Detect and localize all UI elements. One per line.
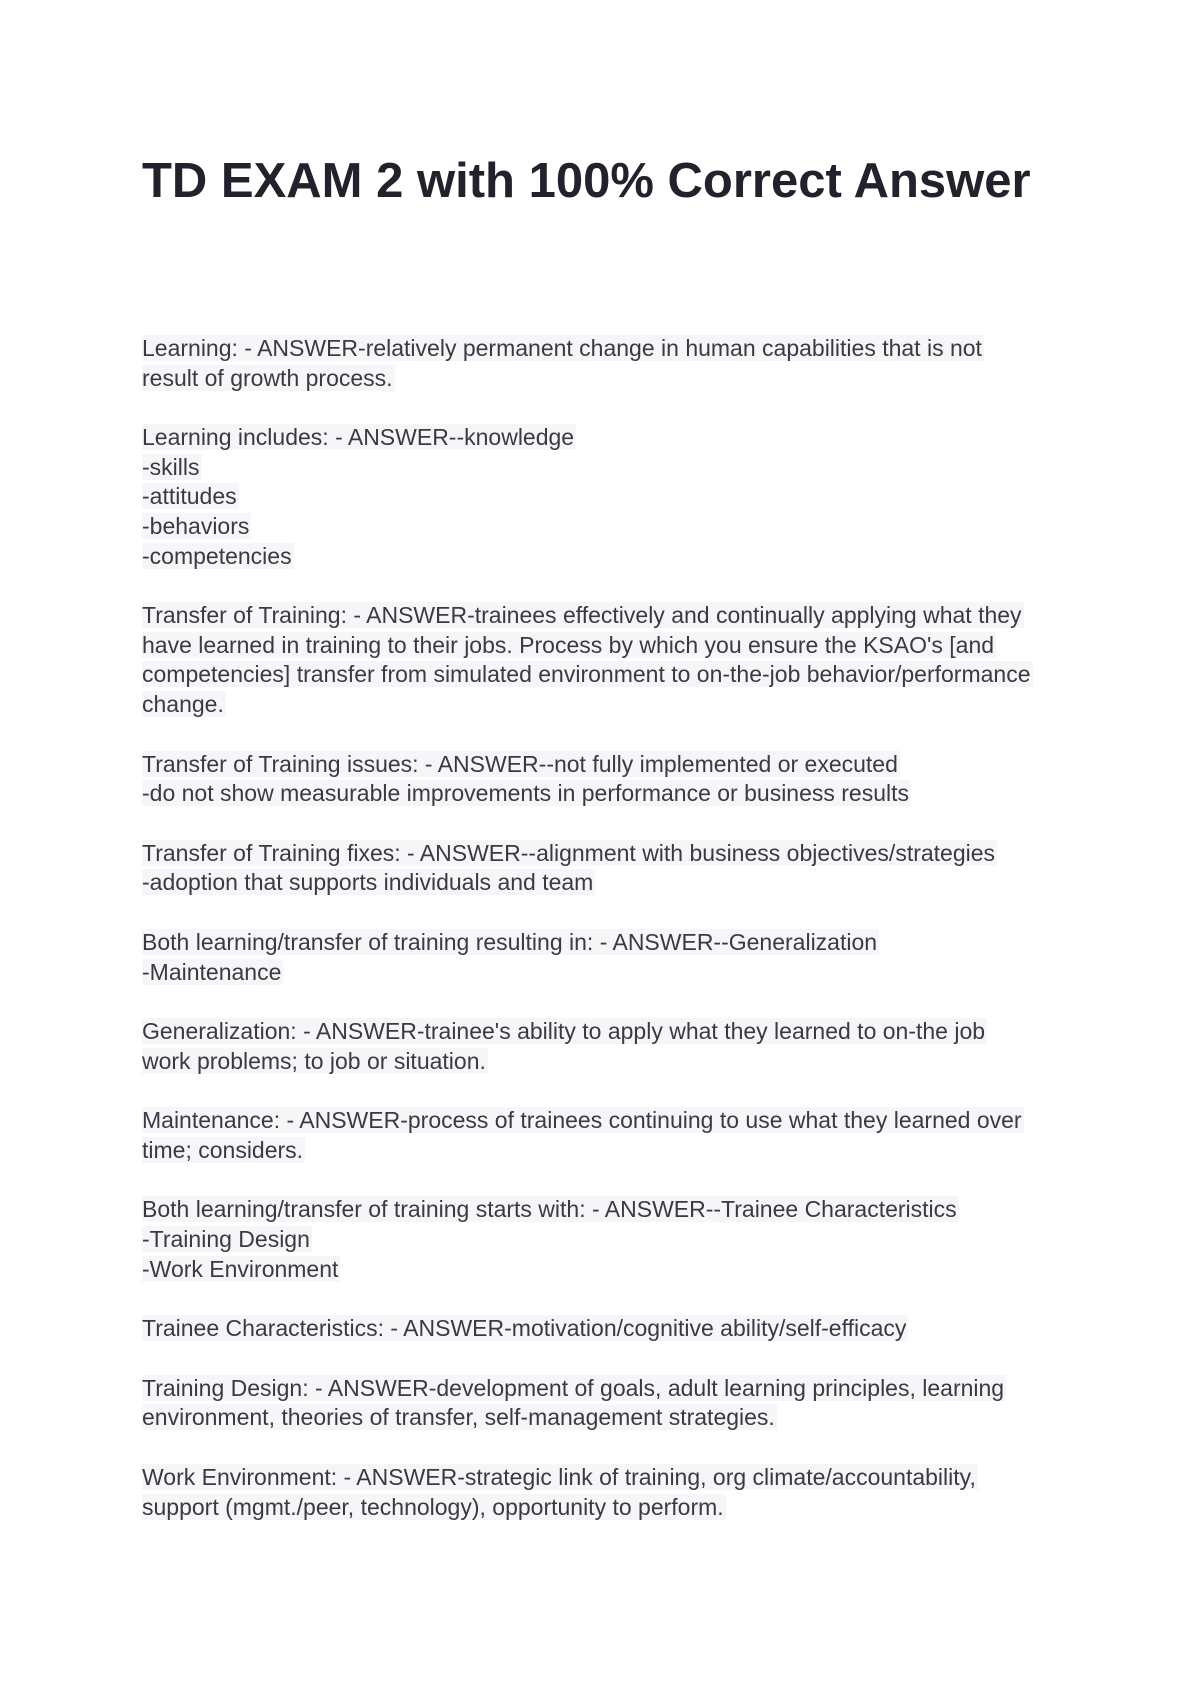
qa-text: Training Design: - ANSWER-development of goals, adult learning principles, learning environment, theories of transfer, self-management strategies. xyxy=(142,1374,1005,1431)
qa-item-generalization xyxy=(142,1017,1062,1076)
qa-item-maintenance xyxy=(142,1106,1062,1165)
document-title: TD EXAM 2 with 100% Correct Answer xyxy=(142,154,1031,208)
qa-text: Generalization: - ANSWER-trainee's ability to apply what they learned to on-the job work problems; to job or situation. xyxy=(142,1018,986,1074)
qa-text: Both learning/transfer of training resulting in: - ANSWER--Generalization -Maintenance xyxy=(142,928,878,985)
qa-item-learning xyxy=(142,334,1062,393)
qa-text: Work Environment: - ANSWER-strategic link of training, org climate/accountability, support (mgmt./peer, technology), opportunity to perform. xyxy=(142,1464,976,1520)
qa-list xyxy=(142,334,1062,1552)
qa-text: Transfer of Training: - ANSWER-trainees effectively and continually applying what they have learned in training to their jobs. Process by which you ensure the KSAO's [and competencies] transfer from simulated environment to on-the-job behavior/performance change. xyxy=(142,602,1031,717)
qa-item-transfer-fixes xyxy=(142,839,1062,898)
qa-item-starts-with xyxy=(142,1195,1062,1284)
qa-text: Maintenance: - ANSWER-process of trainees continuing to use what they learned over time; considers. xyxy=(142,1107,1022,1163)
qa-text: Transfer of Training fixes: - ANSWER--alignment with business objectives/strategies -adoption that supports individuals and team xyxy=(142,839,996,896)
qa-text: Both learning/transfer of training starts with: - ANSWER--Trainee Characteristics -Training Design -Work Environment xyxy=(142,1196,957,1282)
qa-item-training-design xyxy=(142,1374,1062,1433)
qa-text: Trainee Characteristics: - ANSWER-motivation/cognitive ability/self-efficacy xyxy=(142,1315,907,1342)
qa-item-transfer-of-training xyxy=(142,601,1062,719)
qa-text: Transfer of Training issues: - ANSWER--not fully implemented or executed -do not show measurable improvements in performance or business results xyxy=(142,750,910,807)
qa-text: Learning: - ANSWER-relatively permanent change in human capabilities that is not result of growth process. xyxy=(142,335,982,391)
qa-item-resulting-in xyxy=(142,928,1062,987)
qa-item-transfer-issues xyxy=(142,750,1062,809)
qa-item-work-environment xyxy=(142,1463,1062,1522)
qa-item-learning-includes xyxy=(142,423,1062,571)
qa-item-trainee-characteristics xyxy=(142,1314,1062,1344)
qa-text: Learning includes: - ANSWER--knowledge -skills -attitudes -behaviors -competencies xyxy=(142,424,575,569)
